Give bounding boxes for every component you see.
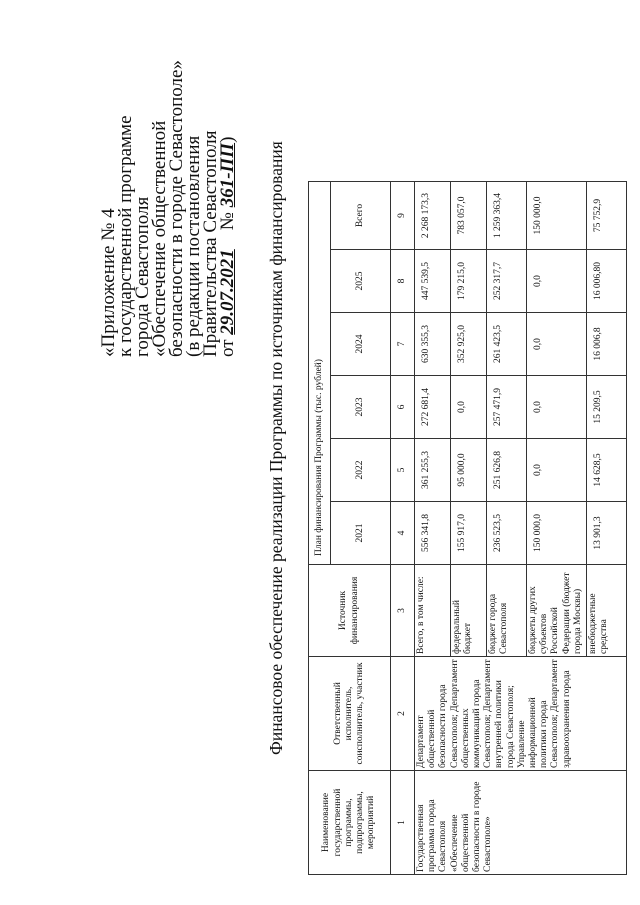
column-number: 5 bbox=[391, 439, 415, 502]
col-header-responsible: Ответственный исполнитель, соисполнитель, участник bbox=[309, 657, 391, 771]
table-row bbox=[415, 182, 451, 875]
col-header-name: Наименование государственной программы, подпрограммы, мероприятий bbox=[309, 771, 391, 875]
col-header-year: 2021 bbox=[331, 502, 391, 565]
value-cell: 236 523,5 bbox=[487, 502, 527, 565]
col-header-year: 2022 bbox=[331, 439, 391, 502]
value-cell: 0,0 bbox=[451, 376, 487, 439]
value-cell: 75 752,9 bbox=[587, 182, 627, 250]
value-cell: 361 255,3 bbox=[415, 439, 451, 502]
value-cell: 272 681,4 bbox=[415, 376, 451, 439]
column-number: 1 bbox=[391, 771, 415, 875]
value-cell: 447 539,5 bbox=[415, 250, 451, 313]
table-header-row bbox=[309, 182, 331, 875]
value-cell: 179 215,0 bbox=[451, 250, 487, 313]
col-header-year: 2024 bbox=[331, 313, 391, 376]
header-line: (в редакции постановления bbox=[183, 135, 204, 357]
header-line: к государственной программе bbox=[115, 115, 136, 357]
value-cell: 2 268 173,3 bbox=[415, 182, 451, 250]
value-cell: 150 000,0 bbox=[527, 502, 587, 565]
column-number: 7 bbox=[391, 313, 415, 376]
column-number-row bbox=[391, 182, 415, 875]
column-number: 6 bbox=[391, 376, 415, 439]
value-cell: 95 000,0 bbox=[451, 439, 487, 502]
column-number: 4 bbox=[391, 502, 415, 565]
header-line: «Обеспечение общественной bbox=[149, 120, 170, 357]
document-title: Финансовое обеспечение реализации Программы по источникам финансирования bbox=[266, 141, 286, 755]
value-cell: 16 006,8 bbox=[587, 313, 627, 376]
source-cell: федеральный бюджет bbox=[451, 565, 487, 657]
value-cell: 155 917,0 bbox=[451, 502, 487, 565]
program-name-cell: Государственная программа города Севастополя «Обеспечение общественной безопасности в городе Севастополе» bbox=[415, 771, 627, 875]
header-line: безопасности в городе Севастополе» bbox=[166, 60, 187, 357]
value-cell: 783 057,0 bbox=[451, 182, 487, 250]
source-cell: Всего, в том числе: bbox=[415, 565, 451, 657]
value-cell: 15 209,5 bbox=[587, 376, 627, 439]
col-header-plan: План финансирования Программы (тыс. рублей) bbox=[309, 182, 331, 565]
value-cell: 556 341,8 bbox=[415, 502, 451, 565]
source-cell: внебюджетные средства bbox=[587, 565, 627, 657]
col-header-year: 2023 bbox=[331, 376, 391, 439]
value-cell: 0,0 bbox=[527, 250, 587, 313]
value-cell: 257 471,9 bbox=[487, 376, 527, 439]
appendix-header bbox=[100, 17, 236, 357]
closing-paren: ) bbox=[217, 136, 238, 143]
value-cell: 150 000,0 bbox=[527, 182, 587, 250]
resolution-number: 361-ПП bbox=[217, 142, 238, 208]
source-cell: бюджет города Севастополя bbox=[487, 565, 527, 657]
value-cell: 261 423,5 bbox=[487, 313, 527, 376]
value-cell: 0,0 bbox=[527, 376, 587, 439]
resolution-date: 29.07.2021 bbox=[217, 249, 238, 335]
value-cell: 1 259 363,4 bbox=[487, 182, 527, 250]
value-cell: 630 355,3 bbox=[415, 313, 451, 376]
responsible-cell: Департамент общественной безопасности города Севастополя; Департамент общественных коммуникаций города Севастополя; Департамент внутренней политики города Севастополя; Управление информационной политики города Севастополя; Департамент здравоохранения города bbox=[415, 657, 627, 771]
col-header-year: 2025 bbox=[331, 250, 391, 313]
resolution-line bbox=[219, 17, 236, 357]
value-cell: 252 317,7 bbox=[487, 250, 527, 313]
column-number: 3 bbox=[391, 565, 415, 657]
value-cell: 0,0 bbox=[527, 313, 587, 376]
col-header-total: Всего bbox=[331, 182, 391, 250]
appendix-number: «Приложение № 4 bbox=[98, 208, 119, 357]
number-prefix: № bbox=[217, 212, 238, 231]
header-line: Правительства Севастополя bbox=[200, 130, 221, 357]
value-cell: 352 925,0 bbox=[451, 313, 487, 376]
value-cell: 14 628,5 bbox=[587, 439, 627, 502]
value-cell: 13 901,3 bbox=[587, 502, 627, 565]
date-prefix: от bbox=[217, 339, 238, 357]
source-cell: бюджеты других субъектов Российской Федерации (бюджет города Москвы) bbox=[527, 565, 587, 657]
value-cell: 251 626,8 bbox=[487, 439, 527, 502]
col-header-source: Источник финансирования bbox=[309, 565, 391, 657]
column-number: 9 bbox=[391, 182, 415, 250]
column-number: 8 bbox=[391, 250, 415, 313]
value-cell: 16 006,80 bbox=[587, 250, 627, 313]
header-line: города Севастополя bbox=[132, 196, 153, 357]
column-number: 2 bbox=[391, 657, 415, 771]
financing-table bbox=[308, 181, 627, 875]
value-cell: 0,0 bbox=[527, 439, 587, 502]
